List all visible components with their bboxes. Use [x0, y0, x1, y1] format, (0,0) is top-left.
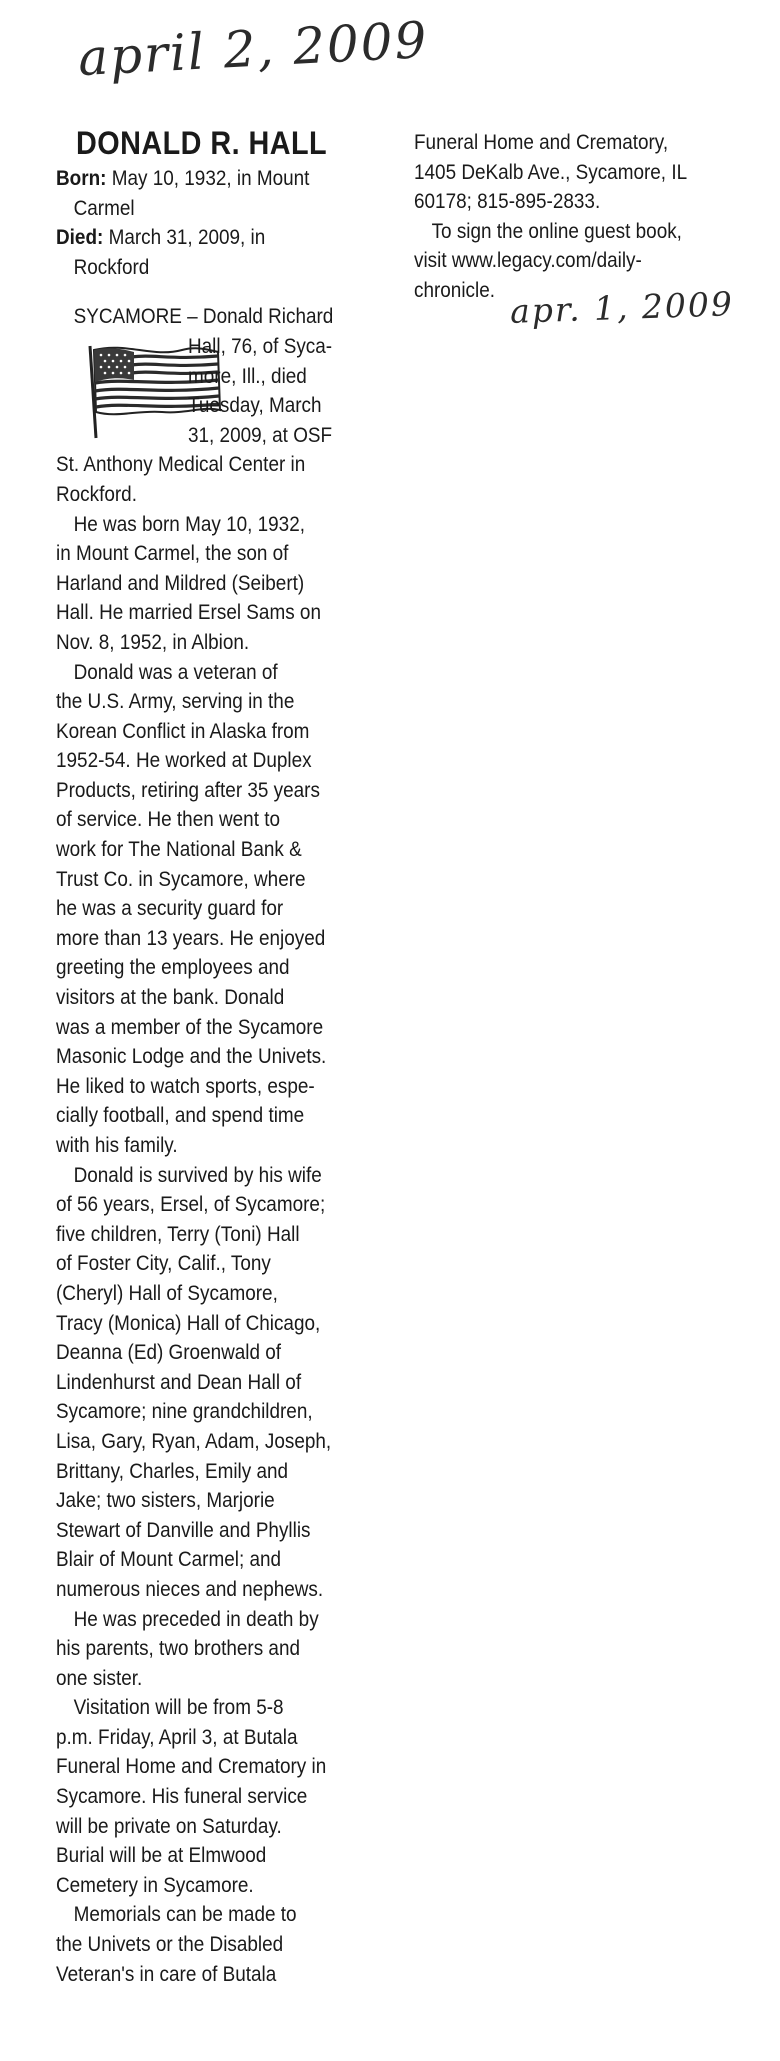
obituary-text-line: was a member of the Sycamore [56, 1014, 324, 1039]
obituary-text-line: Tuesday, March [188, 393, 322, 418]
obituary-text-line: the U.S. Army, serving in the [56, 689, 295, 714]
obituary-text-line: p.m. Friday, April 3, at Butala [56, 1724, 298, 1749]
obituary-text-line: Funeral Home and Crematory, [414, 130, 669, 154]
obituary-text-line: Lisa, Gary, Ryan, Adam, Joseph, [56, 1428, 332, 1453]
obituary-text-line: cially football, and spend time [56, 1103, 305, 1128]
obituary-text-line: 60178; 815-895-2833. [414, 189, 601, 214]
obituary-text-line: 1952-54. He worked at Duplex [56, 748, 312, 773]
obituary-text-line: Harland and Mildred (Seibert) [56, 570, 305, 595]
obituary-text-line: SYCAMORE – Donald Richard [73, 304, 334, 329]
obituary-text-line: Visitation will be from 5-8 [73, 1695, 284, 1720]
obituary-text-line: greeting the employees and [56, 955, 290, 980]
obituary-text-line: Memorials can be made to [73, 1902, 297, 1927]
obituary-text-line: Rockford. [56, 481, 137, 506]
obituary-text-line: 31, 2009, at OSF [188, 422, 333, 447]
obituary-text-line: Blair of Mount Carmel; and [56, 1547, 282, 1572]
obituary-text-line: with his family. [56, 1133, 178, 1157]
obituary-text-line: Masonic Lodge and the Univets. [56, 1044, 327, 1069]
obituary-text-line: Burial will be at Elmwood [56, 1843, 267, 1868]
obituary-text-line: visit www.legacy.com/daily- [414, 248, 642, 273]
obituary-text-line: Nov. 8, 1952, in Albion. [56, 629, 250, 654]
born-label: Born: [56, 166, 107, 190]
died-date: March 31, 2009, in [108, 225, 266, 250]
obituary-text-line: of Foster City, Calif., Tony [56, 1251, 271, 1276]
obituary-text-line: Lindenhurst and Dean Hall of [56, 1369, 302, 1394]
obituary-text-line: Deanna (Ed) Groenwald of [56, 1340, 282, 1365]
obituary-text-line: He was born May 10, 1932, [73, 511, 305, 536]
obituary-left-column [56, 124, 396, 1989]
obituary-text-line: more, Ill., died [188, 363, 307, 388]
obituary-text-line: five children, Terry (Toni) Hall [56, 1221, 300, 1246]
obituary-text-line: Brittany, Charles, Emily and [56, 1458, 289, 1483]
obituary-text-line: his parents, two brothers and [56, 1636, 300, 1661]
obituary-text-line: visitors at the bank. Donald [56, 985, 285, 1010]
obituary-text-line: Hall. He married Ersel Sams on [56, 600, 321, 625]
obituary-text-line: of service. He then went to [56, 807, 281, 832]
obituary-text-line: St. Anthony Medical Center in [56, 452, 306, 477]
obituary-text-line: Tracy (Monica) Hall of Chicago, [56, 1310, 321, 1335]
born-date: May 10, 1932, in Mount [111, 166, 310, 190]
obituary-text-line: will be private on Saturday. [56, 1813, 282, 1838]
obituary-text-line: Donald is survived by his wife [73, 1162, 322, 1187]
obituary-text-line: he was a security guard for [56, 896, 284, 921]
obituary-text-line: He liked to watch sports, espe- [56, 1073, 315, 1098]
obituary-text-line: Cemetery in Sycamore. [56, 1872, 254, 1897]
died-label: Died: [56, 225, 104, 250]
obituary-text-line: Products, retiring after 35 years [56, 777, 320, 802]
obituary-text-line: Donald was a veteran of [73, 659, 278, 684]
obituary-body [56, 450, 396, 1989]
obituary-right-column [414, 128, 744, 306]
obituary-text-line: 1405 DeKalb Ave., Sycamore, IL [414, 159, 688, 184]
died-line [56, 223, 355, 253]
obituary-text-line: (Cheryl) Hall of Sycamore, [56, 1280, 278, 1305]
died-place: Rockford [73, 254, 150, 279]
obituary-text-line: Trust Co. in Sycamore, where [56, 866, 306, 891]
obituary-text-line: one sister. [56, 1665, 143, 1690]
obituary-text-line: To sign the online guest book, [431, 218, 682, 243]
obituary-text-line: Sycamore. His funeral service [56, 1784, 308, 1809]
obituary-text-line: Hall, 76, of Syca- [188, 333, 333, 358]
obituary-text-line: Veteran's in care of Butala [56, 1961, 277, 1986]
born-place: Carmel [73, 195, 135, 220]
obituary-text-line: Jake; two sisters, Marjorie [56, 1488, 275, 1513]
obituary-text-line: numerous nieces and nephews. [56, 1576, 324, 1601]
obituary-intro [56, 302, 396, 450]
obituary-text-line: the Univets or the Disabled [56, 1932, 284, 1957]
born-line [56, 164, 355, 194]
obituary-text-line: in Mount Carmel, the son of [56, 541, 289, 566]
obituary-text-line: work for The National Bank & [56, 837, 302, 862]
obituary-text-line: more than 13 years. He enjoyed [56, 925, 326, 950]
handwritten-date-top: april 2, 2009 [76, 10, 430, 88]
obituary-text-line: Stewart of Danville and Phyllis [56, 1517, 311, 1542]
obituary-text-line: Funeral Home and Crematory in [56, 1754, 327, 1779]
obituary-text-line: Korean Conflict in Alaska from [56, 718, 310, 743]
obituary-name: DONALD R. HALL [76, 125, 328, 161]
obituary-text-line: Sycamore; nine grandchildren, [56, 1399, 313, 1424]
handwritten-date-right: apr. 1, 2009 [509, 284, 735, 331]
obituary-text-line: chronicle. [414, 277, 495, 302]
obituary-text-line: of 56 years, Ersel, of Sycamore; [56, 1192, 326, 1217]
obituary-text-line: He was preceded in death by [73, 1606, 319, 1631]
